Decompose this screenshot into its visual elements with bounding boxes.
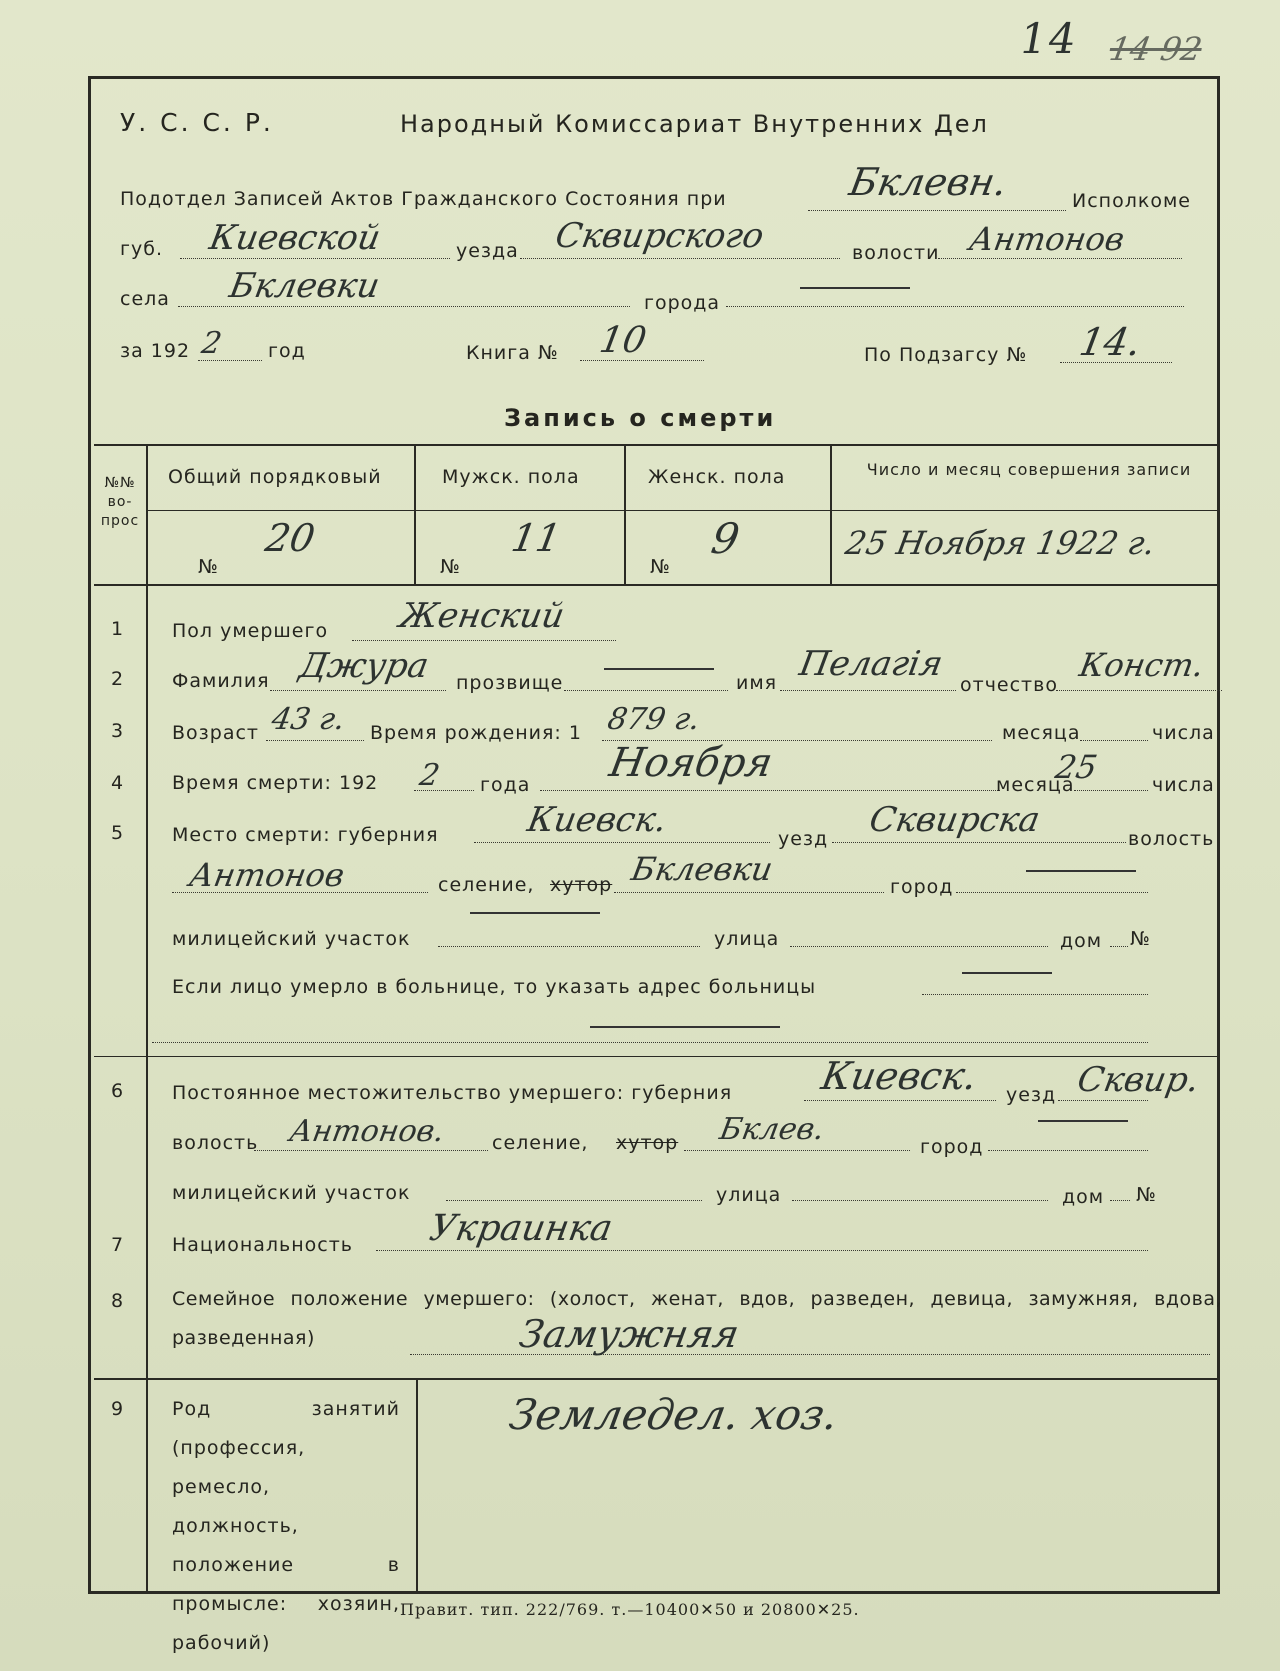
patronymic-label: отчество [960, 674, 1058, 696]
residence-city-label: город [920, 1136, 984, 1158]
male-value: 11 [508, 516, 565, 560]
question-number-4: 4 [110, 772, 124, 794]
police-line [438, 946, 700, 947]
family-value: Замужняя [516, 1312, 743, 1356]
occupation-value: Земледел. хоз. [505, 1390, 842, 1439]
section-rule-1 [94, 1056, 1218, 1057]
hospital-dash [962, 972, 1052, 974]
volost-line [938, 258, 1182, 259]
goroda-line [726, 306, 1184, 307]
name-value: Пелагія [796, 644, 946, 684]
death-day-label: числа [1152, 774, 1215, 796]
residence-volost-line [254, 1150, 488, 1151]
nickname-line [564, 690, 728, 691]
hospital-line-2 [152, 1042, 1148, 1043]
year-value: 2 [198, 326, 225, 361]
death-year-rest-line [540, 790, 1000, 791]
birth-day-label: числа [1152, 722, 1215, 744]
hospital-label: Если лицо умерло в больнице, то указать адрес больницы [172, 976, 817, 998]
header-female: Женск. пола [648, 466, 786, 488]
record-title: Запись о смерти [504, 404, 777, 432]
year-line [198, 360, 262, 361]
death-month-label: месяца [996, 774, 1075, 796]
gub-value: Киевской [206, 218, 384, 258]
residence-uezd-value: Сквир. [1074, 1060, 1203, 1100]
nickname-label: прозвище [456, 672, 564, 694]
ispolkom-label: Исполкоме [1072, 190, 1191, 212]
birth-value: 879 г. [604, 702, 703, 737]
patronymic-value: Конст. [1076, 646, 1207, 684]
age-label: Возраст [172, 722, 259, 744]
place-volost-label: волость [1128, 828, 1215, 850]
residence-gub-line [804, 1100, 996, 1101]
republic-label: У. С. С. Р. [120, 108, 274, 137]
question-number-5: 5 [110, 822, 124, 844]
sex-line [352, 640, 616, 641]
nickname-dash [604, 668, 714, 670]
police-label: милицейский участок [172, 928, 411, 950]
residence-uezd-label: уезд [1006, 1084, 1057, 1106]
selo-value: Бклевки [226, 266, 383, 306]
female-value: 9 [707, 514, 744, 563]
uezd-value: Сквирского [552, 216, 767, 256]
birth-day-line [1080, 740, 1148, 741]
gub-line [180, 258, 450, 259]
volost-value: Антонов [966, 220, 1128, 258]
subzags-value: 14. [1076, 320, 1145, 364]
book-value: 10 [596, 320, 650, 361]
no-female: № [650, 556, 671, 578]
place-volost-value: Антонов [186, 856, 348, 894]
header-date: Число и месяц совершения записи [866, 460, 1192, 479]
uezd-line [520, 258, 840, 259]
death-month-value: Ноября [605, 740, 777, 786]
table-col-4 [830, 444, 832, 584]
residence-police-line [446, 1200, 702, 1201]
table-col-1 [146, 444, 148, 584]
no-general: № [198, 556, 219, 578]
residence-street-line [792, 1200, 1048, 1201]
gub-label: губ. [120, 238, 163, 260]
subdept-line [808, 210, 1066, 211]
goroda-label: города [644, 292, 721, 314]
subdept-value: Бклевн. [846, 160, 1011, 204]
residence-village-line [684, 1150, 910, 1151]
occupation-divider [416, 1380, 418, 1592]
place-village-line [614, 892, 884, 893]
death-day-value: 25 [1052, 748, 1101, 786]
name-label: имя [736, 672, 778, 694]
house-label: дом [1060, 930, 1103, 952]
surname-line [270, 690, 446, 691]
book-label: Книга № [466, 342, 559, 364]
police-dash [470, 912, 600, 914]
surname-value: Джура [296, 646, 432, 686]
birth-label: Время рождения: 1 [370, 722, 582, 744]
residence-no-label: № [1136, 1184, 1157, 1206]
place-uezd-value: Сквирска [866, 800, 1043, 840]
question-column-label: №№ во- прос [100, 475, 140, 529]
place-village-label: селение, [438, 874, 535, 896]
death-year-suffix: года [480, 774, 531, 796]
residence-village-value: Бклев. [716, 1112, 827, 1147]
residence-volost-value: Антонов. [286, 1114, 447, 1149]
table-top-rule [94, 444, 1218, 446]
residence-house-label: дом [1062, 1186, 1105, 1208]
year-label: за 192 [120, 340, 191, 362]
residence-city-dash [1038, 1120, 1128, 1122]
uezd-label: уезда [456, 240, 519, 262]
question-number-1: 1 [110, 618, 124, 640]
question-number-2: 2 [110, 668, 124, 690]
date-value: 25 Ноября 1922 г. [842, 524, 1158, 562]
place-village-value: Бклевки [628, 850, 776, 888]
place-khutor-label: хутор [550, 874, 613, 896]
place-uezd-label: уезд [778, 828, 829, 850]
patronymic-line [1056, 690, 1222, 691]
age-line [266, 740, 364, 741]
nationality-value: Украинка [426, 1208, 616, 1249]
archive-number: 14 [1015, 14, 1082, 63]
table-col-2 [414, 444, 416, 584]
question-number-9: 9 [110, 1398, 124, 1420]
archive-number-crossed: 14 92 [1106, 30, 1205, 68]
ministry-title: Народный Комиссариат Внутренних Дел [400, 110, 989, 138]
volost-label: волости [852, 242, 940, 264]
hospital-dash-2 [590, 1026, 780, 1028]
house-line [1110, 946, 1128, 947]
death-label: Время смерти: 192 [172, 772, 379, 794]
place-city-dash [1026, 870, 1136, 872]
place-city-line [956, 892, 1148, 893]
residence-khutor-label: хутор [616, 1132, 679, 1154]
table-bottom-rule [94, 584, 1218, 586]
section-rule-2 [94, 1378, 1218, 1380]
birth-month-label: месяца [1002, 722, 1081, 744]
place-city-label: город [890, 876, 954, 898]
subdept-label: Подотдел Записей Актов Гражданского Состояния при [120, 188, 727, 210]
general-value: 20 [262, 516, 319, 560]
death-day-line [1074, 790, 1148, 791]
question-number-8: 8 [110, 1290, 124, 1312]
death-year-line [414, 790, 474, 791]
selo-line [178, 306, 630, 307]
age-value: 43 г. [268, 702, 348, 737]
nationality-label: Национальность [172, 1234, 354, 1256]
death-year-value: 2 [416, 758, 443, 793]
place-gub-line [474, 842, 770, 843]
table-col-3 [624, 444, 626, 584]
residence-volost-label: волость [172, 1132, 259, 1154]
residence-street-label: улица [716, 1184, 782, 1206]
occupation-label: Род занятий (профессия, ремесло, должность, положение в промысле: хозяин, рабочий) [172, 1398, 400, 1654]
street-label: улица [714, 928, 780, 950]
surname-label: Фамилия [172, 670, 270, 692]
section-divider [146, 586, 148, 1592]
residence-uezd-line [1058, 1100, 1148, 1101]
nationality-line [376, 1250, 1148, 1251]
no-label: № [1130, 928, 1151, 950]
place-gub-value: Киевск. [524, 800, 670, 840]
hospital-line [922, 994, 1148, 995]
name-line [780, 690, 956, 691]
residence-label: Постоянное местожительство умершего: губерния [172, 1082, 733, 1104]
question-number-3: 3 [110, 720, 124, 742]
place-uezd-line [832, 842, 1126, 843]
no-male: № [440, 556, 461, 578]
year-suffix: год [268, 340, 306, 362]
residence-house-line [1110, 1200, 1130, 1201]
selo-label: села [120, 288, 170, 310]
place-label: Место смерти: губерния [172, 824, 439, 846]
residence-gub-value: Киевск. [818, 1054, 981, 1098]
residence-village-label: селение, [492, 1132, 589, 1154]
sex-value: Женский [396, 596, 568, 636]
family-label: Семейное положение умершего: (холост, женат, вдов, разведен, девица, замужняя, вдова, разведенная) [172, 1288, 1222, 1349]
printer-footer: Правит. тип. 222/769. т.—10400✕50 и 20800✕25. [400, 1600, 860, 1619]
subzags-label: По Подзагсу № [864, 344, 1028, 366]
sex-label: Пол умершего [172, 620, 329, 642]
header-male: Мужск. пола [442, 466, 580, 488]
question-number-7: 7 [110, 1234, 124, 1256]
residence-city-line [988, 1150, 1148, 1151]
table-header-rule [148, 510, 1218, 511]
goroda-dash [800, 287, 910, 289]
question-number-6: 6 [110, 1080, 124, 1102]
residence-police-label: милицейский участок [172, 1182, 411, 1204]
street-line [790, 946, 1048, 947]
header-general: Общий порядковый [168, 466, 382, 488]
